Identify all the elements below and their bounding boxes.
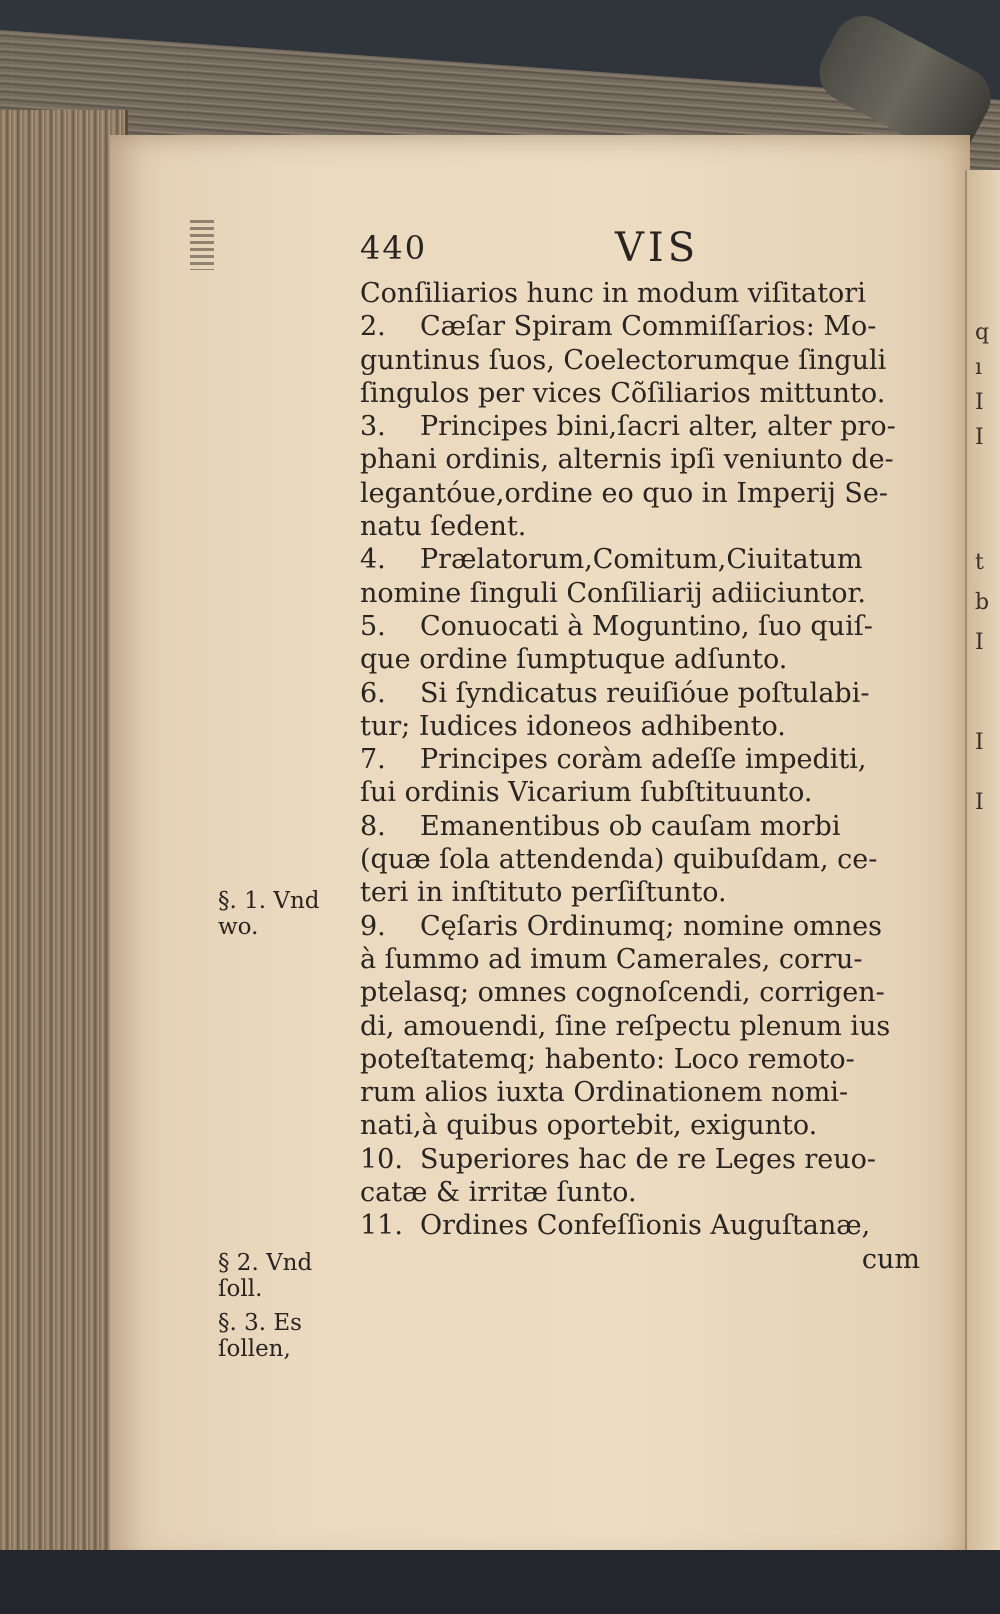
paragraph-number: 2. bbox=[360, 311, 386, 343]
main-text bbox=[360, 225, 920, 1276]
text-line: 4. Prælatorum,Comitum,Ciuitatum bbox=[360, 544, 863, 576]
text-line: 11. Ordines Confeſſionis Auguſtanæ, bbox=[360, 1210, 871, 1242]
left-page-stack bbox=[0, 110, 128, 1560]
paragraph-number: 3. bbox=[360, 411, 386, 443]
ink-bleed-mark bbox=[190, 220, 214, 270]
text-line: ſingulos per vices Cõſiliarios mittunto. bbox=[360, 377, 886, 409]
text-line: que ordine ſumptuque adſunto. bbox=[360, 644, 788, 676]
text-line: Conſiliarios hunc in modum viſitatori bbox=[360, 278, 866, 309]
text-line: 6. Si ſyndicatus reuiſióue poſtulabi- bbox=[360, 677, 870, 709]
paragraph-number: 10. bbox=[360, 1143, 403, 1175]
text-line: 7. Principes coràm adeſſe impediti, bbox=[360, 744, 867, 776]
paragraph-number: 6. bbox=[360, 677, 386, 709]
text-line: nati,à quibus oportebit, exigunto. bbox=[360, 1110, 818, 1142]
text-line: ptelasq; omnes cognoſcendi, corrigen- bbox=[360, 977, 885, 1009]
text-line: phani ordinis, alternis ipſi veniunto de- bbox=[360, 444, 894, 476]
facing-page-char: I bbox=[975, 730, 984, 755]
paragraph-0 bbox=[360, 277, 920, 310]
facing-page-char: I bbox=[975, 390, 984, 415]
paragraph-number: 5. bbox=[360, 610, 386, 642]
facing-page-char: q bbox=[975, 320, 990, 345]
paragraph-number: 11. bbox=[360, 1210, 403, 1242]
paragraph-number: 8. bbox=[360, 810, 386, 842]
margin-note-1: §. 1. Vnd wo. bbox=[218, 888, 320, 940]
paragraph-2 bbox=[360, 310, 920, 410]
paragraph-number: 7. bbox=[360, 744, 386, 776]
text-line: rum alios iuxta Ordinationem nomi- bbox=[360, 1077, 849, 1109]
paragraph-11 bbox=[360, 1209, 920, 1242]
paragraph-number: 4. bbox=[360, 544, 386, 576]
paragraph-5 bbox=[360, 610, 920, 677]
page-number: 440 bbox=[360, 229, 428, 267]
text-line: 2. Cæſar Spiram Commiſſarios: Mo- bbox=[360, 311, 877, 343]
text-line: 10. Superiores hac de re Leges reuo- bbox=[360, 1143, 877, 1175]
paragraph-number: 9. bbox=[360, 910, 386, 942]
text-line: di, amouendi, ſine reſpectu plenum ius bbox=[360, 1010, 891, 1042]
text-line: 8. Emanentibus ob cauſam morbi bbox=[360, 810, 841, 842]
paragraph-6 bbox=[360, 677, 920, 744]
facing-page-char: I bbox=[975, 425, 984, 450]
paragraph-7 bbox=[360, 743, 920, 810]
facing-page-char: I bbox=[975, 630, 984, 655]
paragraph-10 bbox=[360, 1143, 920, 1210]
text-line: (quæ ſola attendenda) quibuſdam, ce- bbox=[360, 844, 878, 876]
paragraph-9 bbox=[360, 910, 920, 1143]
text-line: guntinus ſuos, Coelectorumque ſinguli bbox=[360, 344, 887, 376]
text-line: 3. Principes bini,ſacri alter, alter pro- bbox=[360, 411, 896, 443]
text-line: natu ſedent. bbox=[360, 511, 527, 543]
paragraph-3 bbox=[360, 410, 920, 543]
text-line: 5. Conuocati à Moguntino, ſuo quiſ- bbox=[360, 610, 873, 642]
margin-note-3: §. 3. Es ſollen, bbox=[218, 1310, 302, 1362]
paragraph-8 bbox=[360, 810, 920, 910]
facing-page-char: t bbox=[975, 550, 984, 575]
text-line: legantóue,ordine eo quo in Imperij Se- bbox=[360, 477, 889, 509]
text-line: ſui ordinis Vicarium ſubſtituunto. bbox=[360, 777, 813, 809]
text-line: poteſtatemq; habento: Loco remoto- bbox=[360, 1043, 855, 1075]
page-header bbox=[360, 225, 920, 277]
paragraph-4 bbox=[360, 543, 920, 610]
facing-page-edge bbox=[965, 170, 1000, 1570]
text-line: nomine ſinguli Conſiliarij adiiciuntor. bbox=[360, 577, 866, 609]
text-line: teri in inſtituto perſiſtunto. bbox=[360, 877, 727, 909]
text-line: 9. Cęſaris Ordinumq; nomine omnes bbox=[360, 910, 882, 942]
text-line: catæ & irritæ ſunto. bbox=[360, 1177, 637, 1209]
facing-page-char: I bbox=[975, 790, 984, 815]
facing-page-char: b bbox=[975, 590, 990, 615]
catchword: cum bbox=[861, 1243, 920, 1275]
margin-note-2: § 2. Vnd ſoll. bbox=[218, 1250, 313, 1302]
running-head: VIS bbox=[615, 225, 700, 271]
bottom-shadow bbox=[0, 1550, 1000, 1614]
facing-page-char: ı bbox=[975, 355, 983, 380]
text-line: tur; Iudices idoneos adhibento. bbox=[360, 710, 786, 742]
text-line: à ſummo ad imum Camerales, corru- bbox=[360, 943, 863, 975]
